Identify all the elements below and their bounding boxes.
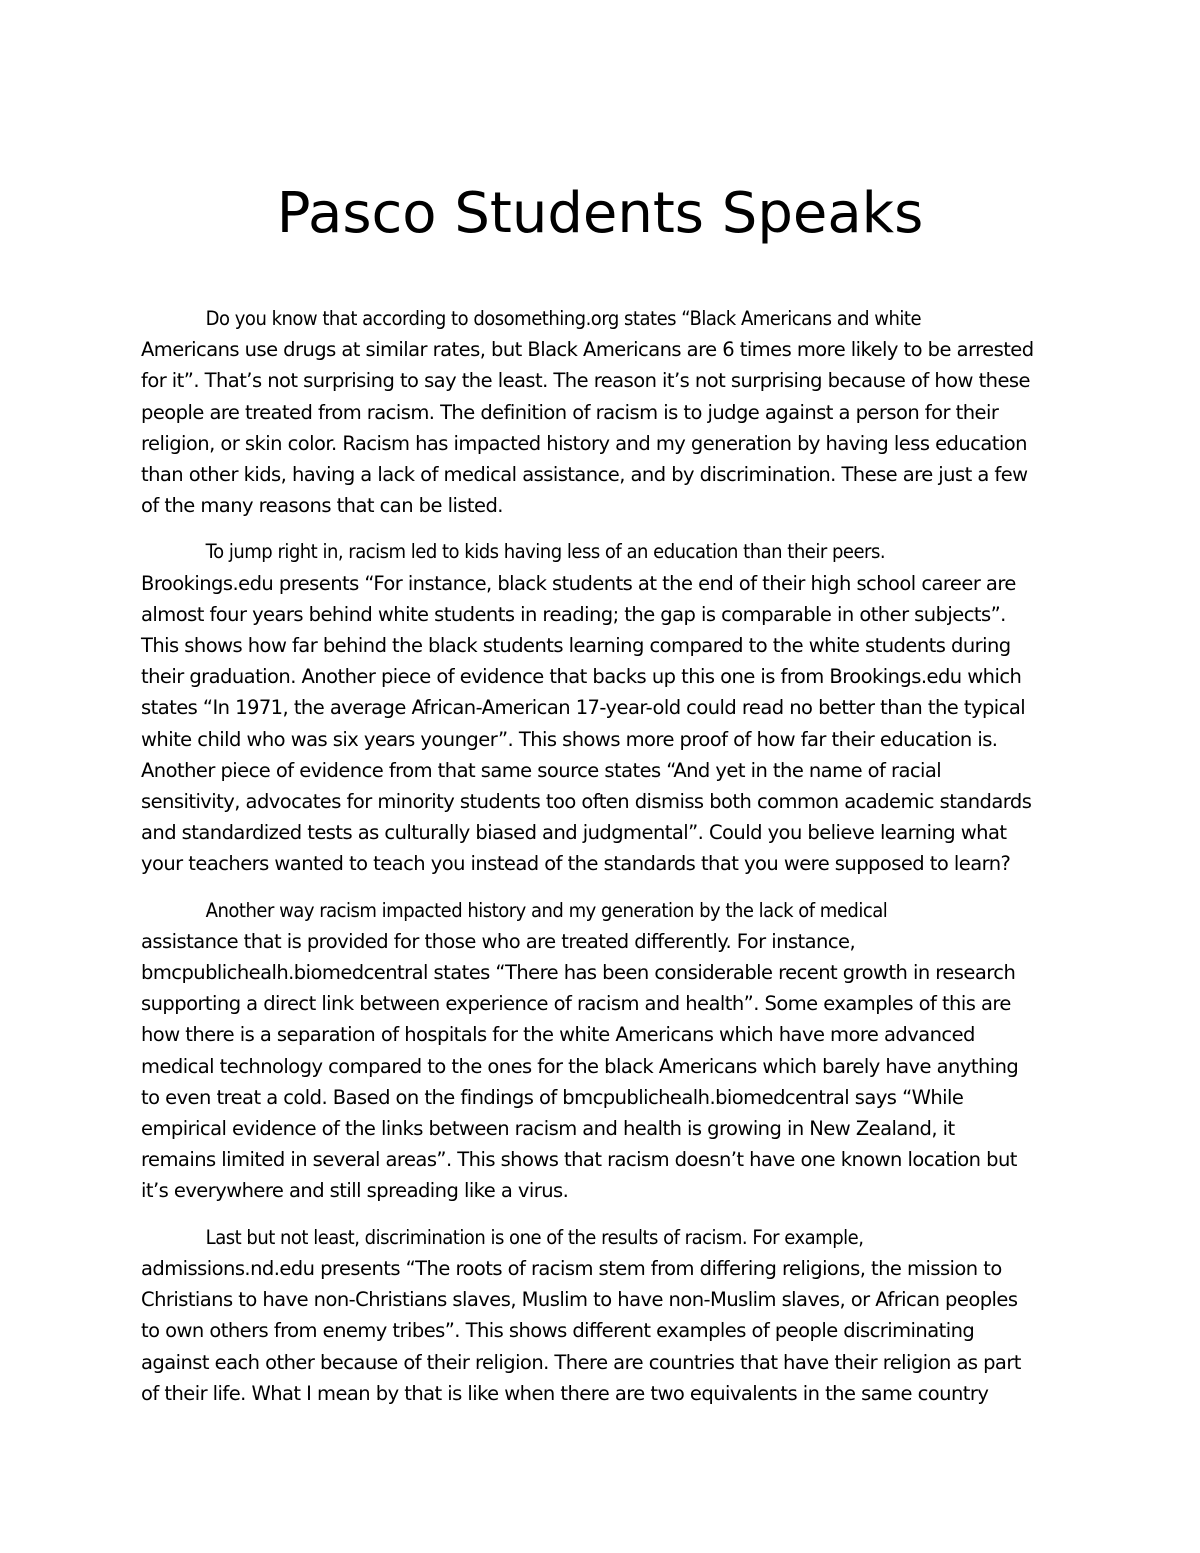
paragraph-line: people are treated from racism. The definition of racism is to judge against a person for their	[141, 400, 999, 424]
paragraph-line: almost four years behind white students in reading; the gap is comparable in other subjects”.	[141, 602, 1006, 626]
paragraph-line: white child who was six years younger”. This shows more proof of how far their education is.	[141, 727, 998, 751]
paragraph-line: medical technology compared to the ones for the black Americans which barely have anything	[141, 1054, 1019, 1078]
paragraph-line: how there is a separation of hospitals for the white Americans which have more advanced	[141, 1023, 975, 1047]
paragraph-line: of their life. What I mean by that is like when there are two equivalents in the same country	[141, 1381, 989, 1405]
paragraph-line: religion, or skin color. Racism has impacted history and my generation by having less education	[141, 431, 1027, 455]
document-body	[141, 303, 1061, 1424]
paragraph-line: Americans use drugs at similar rates, but Black Americans are 6 times more likely to be arrested	[141, 338, 1034, 362]
paragraph-line: Another way racism impacted history and my generation by the lack of medical	[205, 898, 888, 922]
paragraph-line: than other kids, having a lack of medical assistance, and by discrimination. These are just a few	[141, 463, 1028, 487]
paragraph-line: Christians to have non-Christians slaves, Muslim to have non-Muslim slaves, or African peoples	[141, 1288, 1018, 1312]
paragraph-line: for it”. That’s not surprising to say the least. The reason it’s not surprising because of how these	[141, 369, 1030, 393]
paragraph-2	[141, 536, 1061, 879]
paragraph-line: admissions.nd.edu presents “The roots of racism stem from differing religions, the mission to	[141, 1256, 1002, 1280]
paragraph-3	[141, 895, 1061, 1207]
paragraph-line: sensitivity, advocates for minority students too often dismiss both common academic standards	[141, 790, 1032, 814]
paragraph-line: states “In 1971, the average African-American 17-year-old could read no better than the typical	[141, 696, 1026, 720]
paragraph-line: To jump right in, racism led to kids having less of an education than their peers.	[205, 540, 886, 564]
paragraph-4	[141, 1222, 1061, 1409]
paragraph-line: Do you know that according to dosomething.org states “Black Americans and white	[205, 307, 922, 330]
paragraph-line: remains limited in several areas”. This shows that racism doesn’t have one known location but	[141, 1148, 1017, 1172]
paragraph-line: assistance that is provided for those who are treated differently. For instance,	[141, 929, 856, 953]
paragraph-line: your teachers wanted to teach you instead of the standards that you were supposed to learn?	[141, 852, 1011, 876]
paragraph-line: to even treat a cold. Based on the findings of bmcpublichealh.biomedcentral says “While	[141, 1085, 964, 1109]
paragraph-line: Brookings.edu presents “For instance, black students at the end of their high school career are	[141, 571, 1016, 595]
paragraph-line: This shows how far behind the black students learning compared to the white students during	[141, 634, 1011, 658]
paragraph-line: it’s everywhere and still spreading like a virus.	[141, 1179, 569, 1203]
paragraph-line: Another piece of evidence from that same source states “And yet in the name of racial	[141, 758, 942, 782]
paragraph-line: against each other because of their religion. There are countries that have their religion as part	[141, 1350, 1021, 1374]
paragraph-1	[141, 303, 1061, 521]
paragraph-line: and standardized tests as culturally biased and judgmental”. Could you believe learning what	[141, 821, 1007, 845]
paragraph-line: of the many reasons that can be listed.	[141, 494, 503, 518]
paragraph-line: Last but not least, discrimination is one of the results of racism. For example,	[205, 1225, 864, 1249]
paragraph-line: supporting a direct link between experience of racism and health”. Some examples of this are	[141, 992, 1011, 1016]
paragraph-line: their graduation. Another piece of evidence that backs up this one is from Brookings.edu which	[141, 665, 1022, 689]
document-title: Pasco Students Speaks	[276, 181, 924, 246]
paragraph-line: empirical evidence of the links between racism and health is growing in New Zealand, it	[141, 1117, 955, 1141]
paragraph-line: bmcpublichealh.biomedcentral states “There has been considerable recent growth in research	[141, 961, 1016, 985]
paragraph-line: to own others from enemy tribes”. This shows different examples of people discriminating	[141, 1319, 975, 1343]
